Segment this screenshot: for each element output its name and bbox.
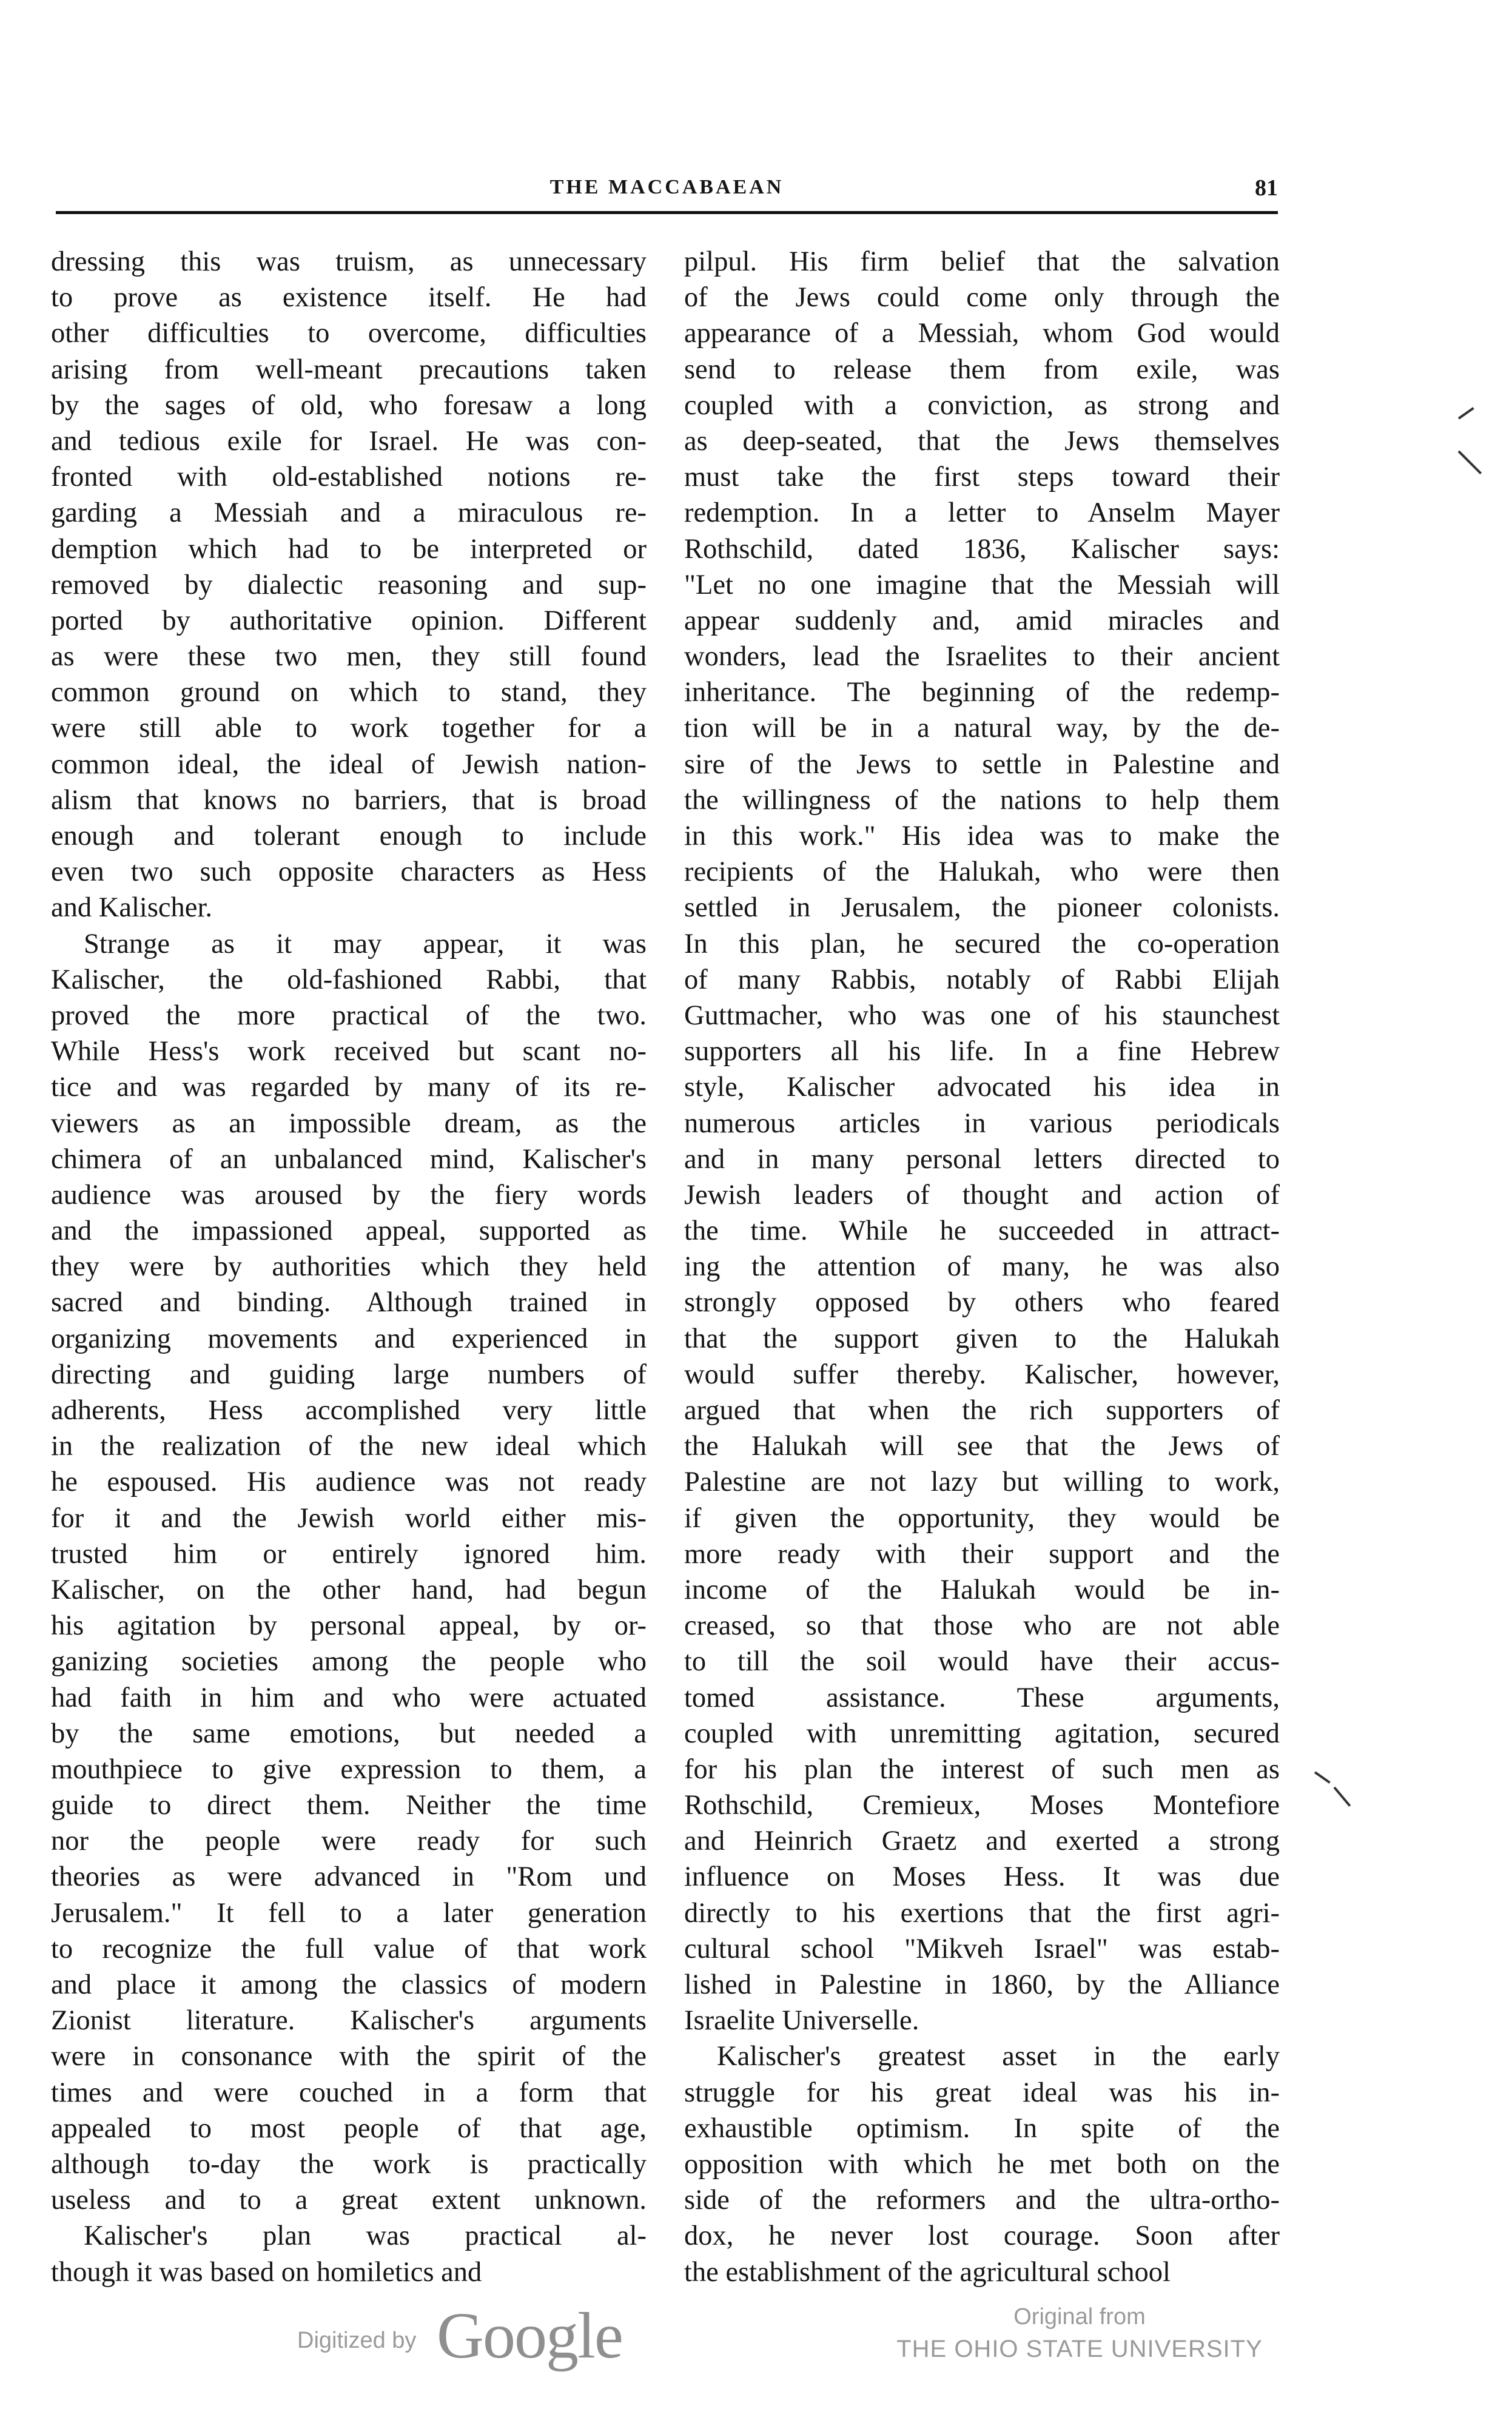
text-line: chimera of an unbalanced mind, Kalischer's — [51, 1143, 647, 1175]
text-line: and tedious exile for Israel. He was con- — [51, 425, 647, 457]
text-line: arising from well-meant precautions taken — [51, 354, 647, 385]
text-line: to recognize the full value of that work — [51, 1933, 647, 1964]
page-header — [56, 176, 1278, 212]
university-name: THE OHIO STATE UNIVERSITY — [896, 2336, 1263, 2362]
text-line: ing the attention of many, he was also — [684, 1251, 1280, 1283]
text-line: Guttmacher, who was one of his staunchest — [684, 1000, 1280, 1031]
text-line: even two such opposite characters as Hess — [51, 856, 647, 888]
text-line: nor the people were ready for such — [51, 1826, 647, 1857]
text-line: argued that when the rich supporters of — [684, 1395, 1280, 1426]
text-line: were still able to work together for a — [51, 713, 647, 744]
text-line: to prove as existence itself. He had — [51, 282, 647, 314]
text-line: trusted him or entirely ignored him. — [51, 1538, 647, 1570]
text-line: coupled with a conviction, as strong and — [684, 389, 1280, 421]
text-line: redemption. In a letter to Anselm Mayer — [684, 497, 1280, 529]
text-line: and place it among the classics of modern — [51, 1969, 647, 2000]
text-line: coupled with unremitting agitation, secured — [684, 1718, 1280, 1749]
text-line: Rothschild, Cremieux, Moses Montefiore — [684, 1790, 1280, 1821]
text-line: alism that knows no barriers, that is broad — [51, 784, 647, 816]
text-line: While Hess's work received but scant no- — [51, 1036, 647, 1067]
text-line: Kalischer's greatest asset in the early — [717, 2041, 1280, 2072]
text-line: influence on Moses Hess. It was due — [684, 1861, 1280, 1893]
text-line: garding a Messiah and a miraculous re- — [51, 497, 647, 529]
text-line: other difficulties to overcome, difficulties — [51, 318, 647, 349]
text-line: income of the Halukah would be in- — [684, 1574, 1280, 1605]
text-line: Strange as it may appear, it was — [84, 928, 647, 959]
text-line: fronted with old-established notions re- — [51, 462, 647, 493]
text-line: common ground on which to stand, they — [51, 677, 647, 708]
text-line: by the sages of old, who foresaw a long — [51, 389, 647, 421]
text-line: proved the more practical of the two. — [51, 1000, 647, 1031]
text-line: useless and to a great extent unknown. — [51, 2185, 647, 2216]
margin-mark — [1458, 407, 1474, 419]
text-line: would suffer thereby. Kalischer, however, — [684, 1359, 1280, 1390]
text-line: ported by authoritative opinion. Different — [51, 605, 647, 636]
text-line: must take the first steps toward their — [684, 462, 1280, 493]
text-line: Rothschild, dated 1836, Kalischer says: — [684, 533, 1280, 565]
text-line: adherents, Hess accomplished very little — [51, 1395, 647, 1426]
text-line: more ready with their support and the — [684, 1538, 1280, 1570]
text-line: removed by dialectic reasoning and sup- — [51, 569, 647, 600]
text-line: the willingness of the nations to help them — [684, 784, 1280, 816]
text-line: dox, he never lost courage. Soon after — [684, 2220, 1280, 2252]
text-line: creased, so that those who are not able — [684, 1610, 1280, 1642]
text-line: supporters all his life. In a fine Hebrew — [684, 1036, 1280, 1067]
text-line: strongly opposed by others who feared — [684, 1287, 1280, 1319]
text-line: In this plan, he secured the co-operation — [684, 928, 1280, 959]
margin-mark — [1458, 451, 1482, 475]
text-line: organizing movements and experienced in — [51, 1323, 647, 1354]
text-line: directly to his exertions that the first agri- — [684, 1897, 1280, 1929]
original-from-text: Original from — [1013, 2304, 1146, 2330]
text-line: theories as were advanced in "Rom und — [51, 1861, 647, 1893]
margin-mark — [1333, 1787, 1351, 1807]
text-line: demption which had to be interpreted or — [51, 533, 647, 565]
text-line: times and were couched in a form that — [51, 2077, 647, 2108]
text-line: the time. While he succeeded in attract- — [684, 1215, 1280, 1247]
text-line: ganizing societies among the people who — [51, 1646, 647, 1678]
margin-mark — [1314, 1771, 1331, 1783]
text-line: the Halukah will see that the Jews of — [684, 1431, 1280, 1462]
text-line: exhaustible optimism. In spite of the — [684, 2112, 1280, 2144]
text-line: sire of the Jews to settle in Palestine and — [684, 748, 1280, 780]
text-line: were in consonance with the spirit of the — [51, 2041, 647, 2072]
text-line: in this work." His idea was to make the — [684, 821, 1280, 852]
text-line: viewers as an impossible dream, as the — [51, 1107, 647, 1139]
text-line: wonders, lead the Israelites to their ancient — [684, 641, 1280, 673]
text-line: and the impassioned appeal, supported as — [51, 1215, 647, 1247]
text-line: inheritance. The beginning of the redemp- — [684, 677, 1280, 708]
right-column — [684, 244, 1280, 2290]
text-line: enough and tolerant enough to include — [51, 821, 647, 852]
text-line: for his plan the interest of such men as — [684, 1753, 1280, 1785]
text-line: if given the opportunity, they would be — [684, 1502, 1280, 1534]
google-logo: Google — [437, 2300, 622, 2372]
text-line: by the same emotions, but needed a — [51, 1718, 647, 1749]
text-line: tion will be in a natural way, by the de- — [684, 713, 1280, 744]
text-line: settled in Jerusalem, the pioneer colonists. — [684, 892, 1280, 924]
journal-title: THE MACCABAEAN — [549, 176, 784, 198]
text-line: opposition with which he met both on the — [684, 2148, 1280, 2180]
text-line: Zionist literature. Kalischer's arguments — [51, 2005, 647, 2037]
text-line: in the realization of the new ideal which — [51, 1431, 647, 1462]
text-line: sacred and binding. Although trained in — [51, 1287, 647, 1319]
text-line: and in many personal letters directed to — [684, 1143, 1280, 1175]
text-line: for it and the Jewish world either mis- — [51, 1502, 647, 1534]
text-line: he espoused. His audience was not ready — [51, 1467, 647, 1498]
text-line: the establishment of the agricultural school — [684, 2256, 1171, 2288]
text-line: struggle for his great ideal was his in- — [684, 2077, 1280, 2108]
text-line: tice and was regarded by many of its re- — [51, 1072, 647, 1103]
text-line: "Let no one imagine that the Messiah will — [684, 569, 1280, 600]
text-line: his agitation by personal appeal, by or- — [51, 1610, 647, 1642]
text-line: as deep-seated, that the Jews themselves — [684, 425, 1280, 457]
text-line: send to release them from exile, was — [684, 354, 1280, 385]
text-line: to till the soil would have their accus- — [684, 1646, 1280, 1678]
text-line: Kalischer, on the other hand, had begun — [51, 1574, 647, 1605]
text-line: though it was based on homiletics and — [51, 2256, 482, 2288]
digitized-by-watermark — [297, 2299, 643, 2384]
header-rule — [56, 211, 1278, 214]
text-line: side of the reformers and the ultra-ortho- — [684, 2185, 1280, 2216]
text-line: guide to direct them. Neither the time — [51, 1790, 647, 1821]
text-line: as were these two men, they still found — [51, 641, 647, 673]
text-line: although to-day the work is practically — [51, 2148, 647, 2180]
digitized-by-text: Digitized by — [297, 2328, 417, 2353]
text-line: appealed to most people of that age, — [51, 2112, 647, 2144]
text-line: cultural school "Mikveh Israel" was estab- — [684, 1933, 1280, 1964]
left-column — [51, 244, 647, 2290]
text-line: and Kalischer. — [51, 892, 212, 924]
text-line: of the Jews could come only through the — [684, 282, 1280, 314]
text-line: Jewish leaders of thought and action of — [684, 1179, 1280, 1211]
text-line: lished in Palestine in 1860, by the Alliance — [684, 1969, 1280, 2000]
text-line: numerous articles in various periodicals — [684, 1107, 1280, 1139]
text-line: of many Rabbis, notably of Rabbi Elijah — [684, 964, 1280, 995]
text-line: Kalischer's plan was practical al- — [84, 2220, 647, 2252]
text-line: they were by authorities which they held — [51, 1251, 647, 1283]
text-line: Jerusalem." It fell to a later generation — [51, 1897, 647, 1929]
page-number: 81 — [1255, 175, 1278, 201]
text-line: and Heinrich Graetz and exerted a strong — [684, 1826, 1280, 1857]
text-line: style, Kalischer advocated his idea in — [684, 1072, 1280, 1103]
source-attribution — [879, 2302, 1280, 2366]
text-line: common ideal, the ideal of Jewish nation- — [51, 748, 647, 780]
text-line: audience was aroused by the fiery words — [51, 1179, 647, 1211]
text-line: recipients of the Halukah, who were then — [684, 856, 1280, 888]
text-line: had faith in him and who were actuated — [51, 1682, 647, 1713]
text-line: directing and guiding large numbers of — [51, 1359, 647, 1390]
text-line: mouthpiece to give expression to them, a — [51, 1753, 647, 1785]
text-line: pilpul. His firm belief that the salvation — [684, 246, 1280, 277]
text-line: dressing this was truism, as unnecessary — [51, 246, 647, 277]
text-line: appear suddenly and, amid miracles and — [684, 605, 1280, 636]
text-line: Kalischer, the old-fashioned Rabbi, that — [51, 964, 647, 995]
text-line: appearance of a Messiah, whom God would — [684, 318, 1280, 349]
text-line: Israelite Universelle. — [684, 2005, 919, 2037]
text-line: tomed assistance. These arguments, — [684, 1682, 1280, 1713]
text-line: Palestine are not lazy but willing to work, — [684, 1467, 1280, 1498]
text-line: that the support given to the Halukah — [684, 1323, 1280, 1354]
